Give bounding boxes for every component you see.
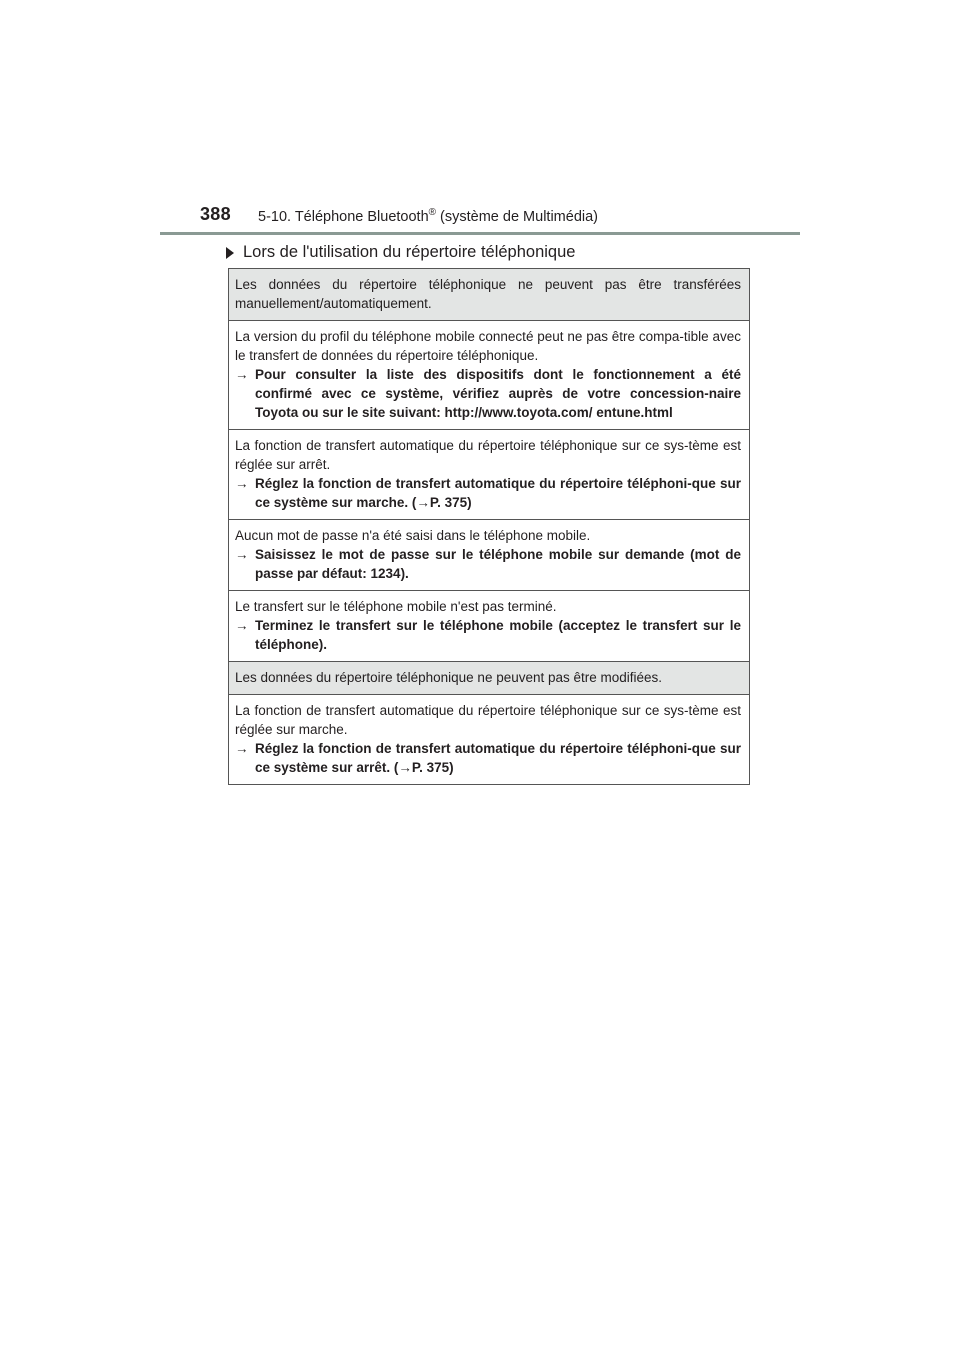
arrow-right-icon: → [235,367,249,382]
section-heading [226,243,575,262]
solution-text [235,365,741,422]
arrow-right-icon: → [235,618,249,633]
registered-mark: ® [428,207,437,218]
triangle-bullet-icon [226,247,234,259]
cause-text: Aucun mot de passe n'a été saisi dans le téléphone mobile. [235,528,591,543]
solution-body: Réglez la fonction de transfert automatique du répertoire téléphoni-que sur ce système sur marche. ( [255,476,741,510]
solution-body: Terminez le transfert sur le téléphone mobile (acceptez le transfert sur le téléphone). [255,618,741,652]
page-number: 388 [200,204,231,224]
cause-text: Le transfert sur le téléphone mobile n'est pas terminé. [235,599,557,614]
symptom-text: Les données du répertoire téléphonique ne peuvent pas être modifiées. [235,670,663,685]
chapter-title [258,207,598,225]
reference-arrow-icon: → [398,760,412,775]
header-divider [160,232,800,235]
solution-text [235,616,741,654]
reference-arrow-icon: → [416,495,430,510]
solution-text [235,545,741,583]
troubleshooting-table [228,268,750,785]
solution-text [235,739,741,777]
cause-row [229,321,749,430]
solution-body: Réglez la fonction de transfert automatique du répertoire téléphoni-que sur ce système sur arrêt. ( [255,741,741,775]
arrow-right-icon: → [235,741,249,756]
cause-text: La fonction de transfert automatique du répertoire téléphonique sur ce sys-tème est réglée sur arrêt. [235,438,741,472]
cause-text: La fonction de transfert automatique du répertoire téléphonique sur ce sys-tème est réglée sur marche. [235,703,741,737]
solution-body: Pour consulter la liste des dispositifs dont le fonctionnement a été confirmé avec ce système, vérifiez auprès de votre concession-naire Toyota ou sur le site suivant: http://www.toyota.com/ entune.html [255,367,741,420]
section-heading-text: Lors de l'utilisation du répertoire téléphonique [243,243,576,261]
cause-row [229,591,749,662]
symptom-row [229,662,749,695]
page-reference: P. 375) [429,495,472,510]
page-reference: P. 375) [411,760,454,775]
arrow-right-icon: → [235,547,249,562]
chapter-title-suffix: (système de Multimédia) [436,208,598,225]
cause-row [229,695,749,784]
symptom-row [229,269,749,321]
solution-body: Saisissez le mot de passe sur le téléphone mobile sur demande (mot de passe par défaut: 1234). [255,547,741,581]
arrow-right-icon: → [235,476,249,491]
chapter-title-prefix: 5-10. Téléphone Bluetooth [258,208,429,225]
cause-row [229,430,749,520]
cause-row [229,520,749,591]
solution-text [235,474,741,512]
cause-text: La version du profil du téléphone mobile connecté peut ne pas être compa-tible avec le transfert de données du répertoire téléphonique. [235,329,741,363]
symptom-text: Les données du répertoire téléphonique ne peuvent pas être transférées manuellement/automatiquement. [235,277,741,311]
